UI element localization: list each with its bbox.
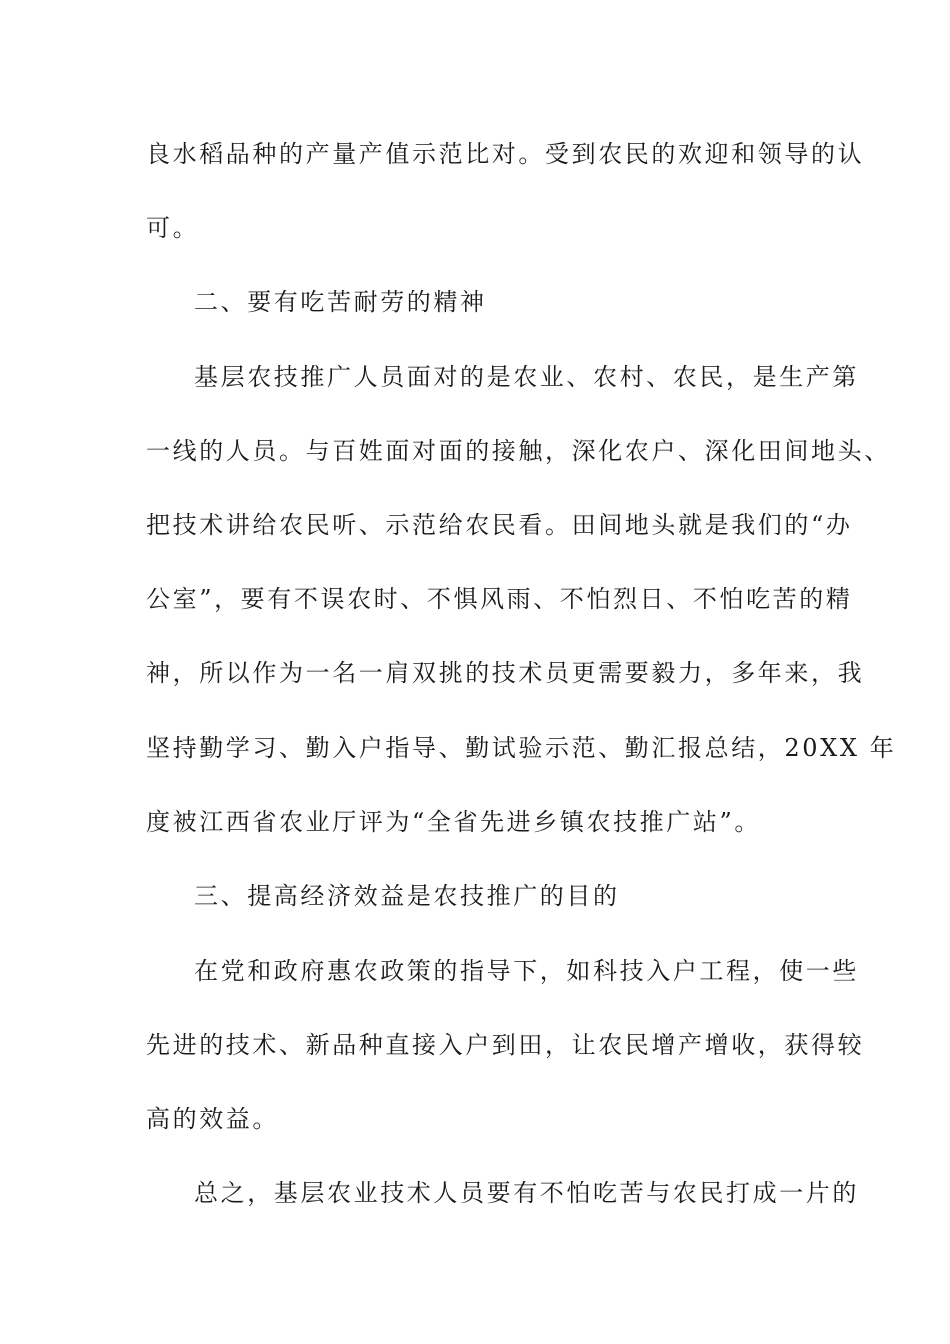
paragraph-start: 总之，基层农业技术人员要有不怕吃苦与农民打成一片的 (194, 1179, 859, 1207)
paragraph-start: 在党和政府惠农政策的指导下，如科技入户工程，使一些 (194, 957, 859, 985)
section-heading: 三、提高经济效益是农技推广的目的 (194, 882, 620, 910)
text-line: 公室”，要有不误农时、不惧风雨、不怕烈日、不怕吃苦的精 (146, 585, 853, 613)
text-line: 可。 (146, 214, 200, 242)
text-line: 度被江西省农业厅评为“全省先进乡镇农技推广站”。 (146, 808, 761, 836)
section-heading: 二、要有吃苦耐劳的精神 (194, 288, 487, 316)
text-line: 把技术讲给农民听、示范给农民看。田间地头就是我们的“办 (146, 511, 853, 539)
text-line: 神，所以作为一名一肩双挑的技术员更需要毅力，多年来，我 (146, 659, 865, 687)
paragraph-start: 基层农技推广人员面对的是农业、农村、农民，是生产第 (194, 363, 859, 391)
text-line: 良水稻品种的产量产值示范比对。受到农民的欢迎和领导的认 (146, 140, 865, 168)
text-line: 先进的技术、新品种直接入户到田，让农民增产增收，获得较 (146, 1031, 865, 1059)
text-line: 一线的人员。与百姓面对面的接触，深化农户、深化田间地头、 (146, 437, 891, 465)
text-line: 高的效益。 (146, 1105, 279, 1133)
text-line: 坚持勤学习、勤入户指导、勤试验示范、勤汇报总结，20XX 年 (146, 734, 897, 762)
